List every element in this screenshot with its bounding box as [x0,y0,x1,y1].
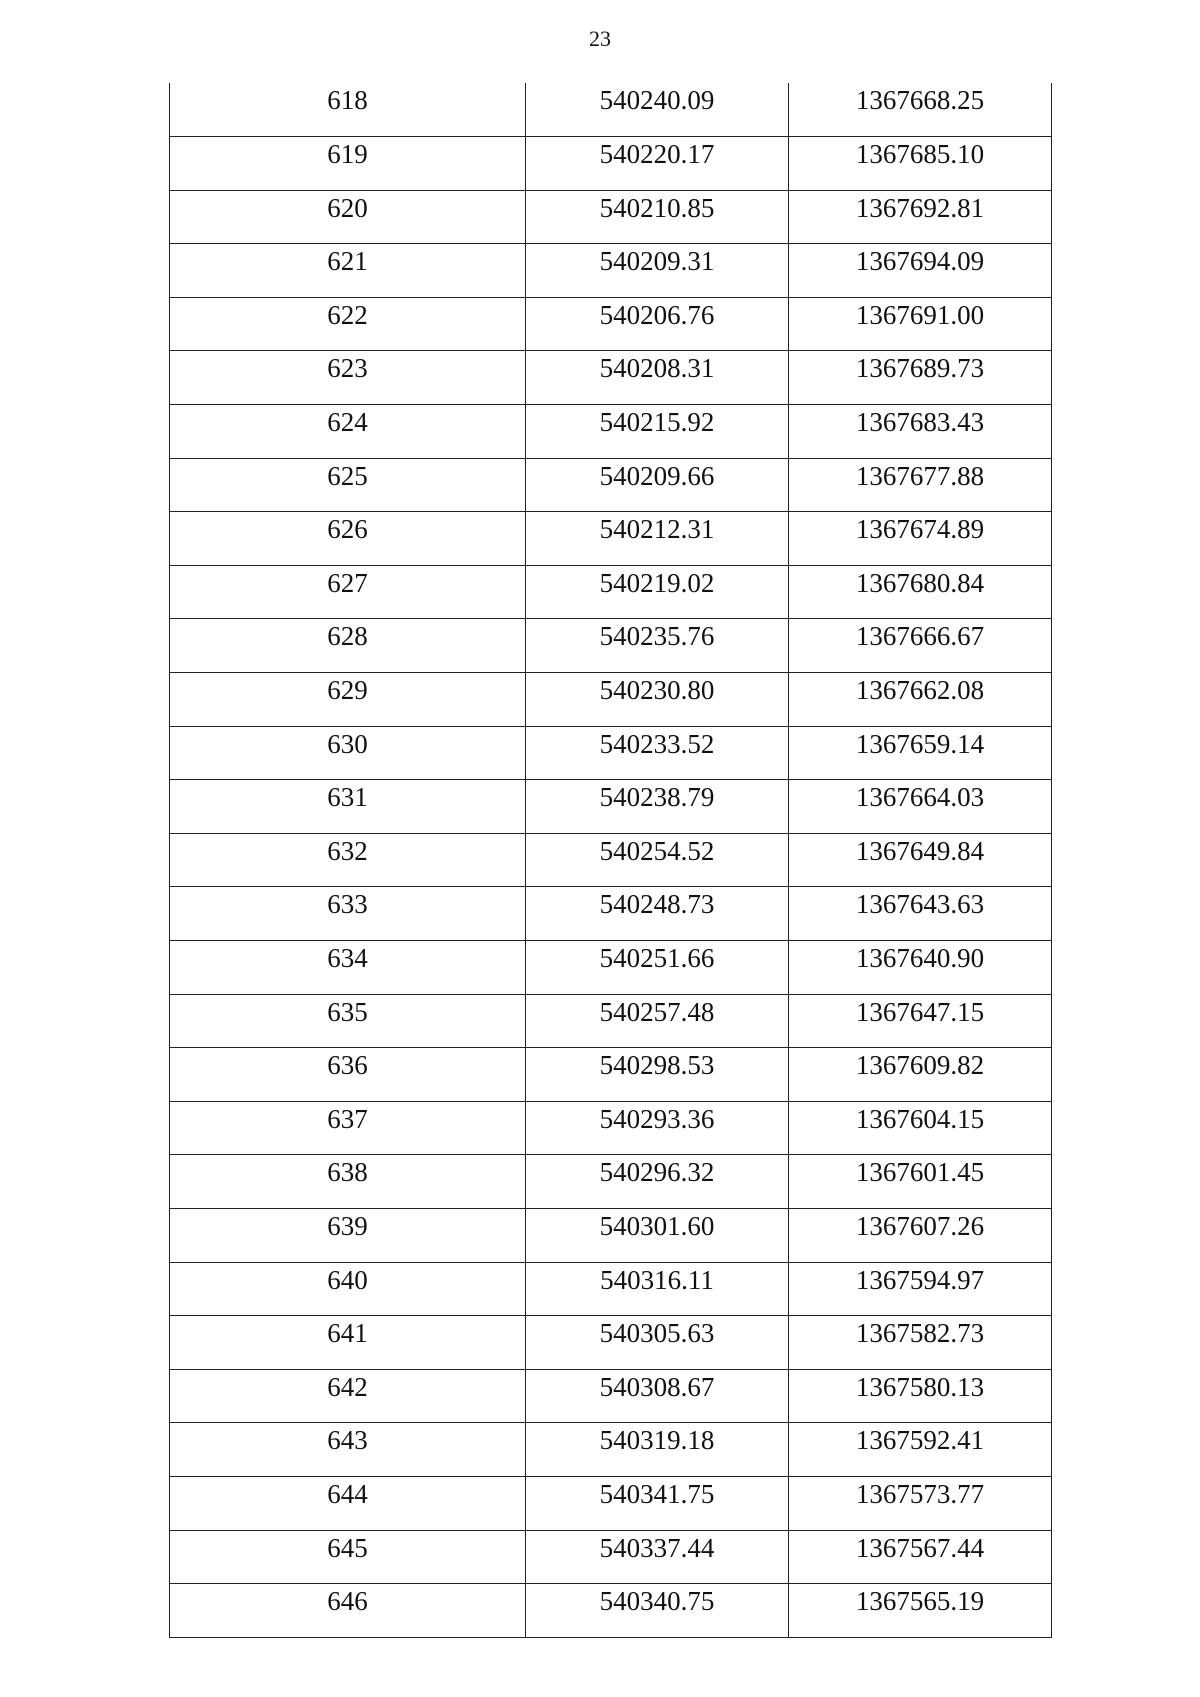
table-row [170,1530,1052,1584]
y-coordinate-cell: 1367677.88 [789,458,1052,512]
y-coordinate-cell: 1367674.89 [789,512,1052,566]
page-number: 23 [589,26,611,51]
table-row [170,458,1052,512]
y-coordinate-cell: 1367601.45 [789,1155,1052,1209]
coordinates-table [169,83,1052,1638]
y-coordinate-cell: 1367565.19 [789,1584,1052,1638]
y-coordinate-cell: 1367659.14 [789,726,1052,780]
table-row [170,1155,1052,1209]
point-number-cell: 636 [170,1048,526,1102]
x-coordinate-cell: 540219.02 [526,565,789,619]
y-coordinate-cell: 1367594.97 [789,1262,1052,1316]
x-coordinate-cell: 540233.52 [526,726,789,780]
y-coordinate-cell: 1367668.25 [789,83,1052,137]
table-row [170,512,1052,566]
y-coordinate-cell: 1367607.26 [789,1208,1052,1262]
y-coordinate-cell: 1367647.15 [789,994,1052,1048]
point-number-cell: 633 [170,887,526,941]
y-coordinate-cell: 1367689.73 [789,351,1052,405]
x-coordinate-cell: 540298.53 [526,1048,789,1102]
x-coordinate-cell: 540316.11 [526,1262,789,1316]
y-coordinate-cell: 1367685.10 [789,137,1052,191]
x-coordinate-cell: 540206.76 [526,297,789,351]
x-coordinate-cell: 540319.18 [526,1423,789,1477]
x-coordinate-cell: 540209.66 [526,458,789,512]
table-row [170,190,1052,244]
table-row [170,351,1052,405]
table-row [170,994,1052,1048]
point-number-cell: 620 [170,190,526,244]
table-row [170,1369,1052,1423]
point-number-cell: 627 [170,565,526,619]
point-number-cell: 623 [170,351,526,405]
table-row [170,780,1052,834]
y-coordinate-cell: 1367604.15 [789,1101,1052,1155]
y-coordinate-cell: 1367609.82 [789,1048,1052,1102]
table-row [170,1262,1052,1316]
x-coordinate-cell: 540248.73 [526,887,789,941]
table-row [170,619,1052,673]
y-coordinate-cell: 1367664.03 [789,780,1052,834]
y-coordinate-cell: 1367567.44 [789,1530,1052,1584]
x-coordinate-cell: 540257.48 [526,994,789,1048]
table-row [170,565,1052,619]
table-row [170,887,1052,941]
x-coordinate-cell: 540212.31 [526,512,789,566]
point-number-cell: 631 [170,780,526,834]
point-number-cell: 632 [170,833,526,887]
x-coordinate-cell: 540235.76 [526,619,789,673]
y-coordinate-cell: 1367592.41 [789,1423,1052,1477]
x-coordinate-cell: 540341.75 [526,1476,789,1530]
table-row [170,244,1052,298]
table-row [170,1423,1052,1477]
y-coordinate-cell: 1367666.67 [789,619,1052,673]
point-number-cell: 638 [170,1155,526,1209]
table-row [170,726,1052,780]
x-coordinate-cell: 540240.09 [526,83,789,137]
table-row [170,137,1052,191]
point-number-cell: 629 [170,673,526,727]
point-number-cell: 635 [170,994,526,1048]
x-coordinate-cell: 540293.36 [526,1101,789,1155]
x-coordinate-cell: 540301.60 [526,1208,789,1262]
x-coordinate-cell: 540254.52 [526,833,789,887]
point-number-cell: 634 [170,941,526,995]
point-number-cell: 646 [170,1584,526,1638]
y-coordinate-cell: 1367649.84 [789,833,1052,887]
point-number-cell: 645 [170,1530,526,1584]
y-coordinate-cell: 1367691.00 [789,297,1052,351]
table-row [170,1476,1052,1530]
point-number-cell: 640 [170,1262,526,1316]
x-coordinate-cell: 540210.85 [526,190,789,244]
y-coordinate-cell: 1367683.43 [789,405,1052,459]
point-number-cell: 625 [170,458,526,512]
x-coordinate-cell: 540215.92 [526,405,789,459]
point-number-cell: 639 [170,1208,526,1262]
y-coordinate-cell: 1367662.08 [789,673,1052,727]
table-row [170,941,1052,995]
x-coordinate-cell: 540220.17 [526,137,789,191]
y-coordinate-cell: 1367694.09 [789,244,1052,298]
y-coordinate-cell: 1367580.13 [789,1369,1052,1423]
table-row [170,673,1052,727]
table-row [170,1208,1052,1262]
point-number-cell: 621 [170,244,526,298]
table-row [170,297,1052,351]
y-coordinate-cell: 1367680.84 [789,565,1052,619]
point-number-cell: 618 [170,83,526,137]
y-coordinate-cell: 1367692.81 [789,190,1052,244]
x-coordinate-cell: 540209.31 [526,244,789,298]
point-number-cell: 622 [170,297,526,351]
x-coordinate-cell: 540238.79 [526,780,789,834]
table-row [170,83,1052,137]
point-number-cell: 643 [170,1423,526,1477]
point-number-cell: 630 [170,726,526,780]
point-number-cell: 637 [170,1101,526,1155]
x-coordinate-cell: 540251.66 [526,941,789,995]
y-coordinate-cell: 1367640.90 [789,941,1052,995]
point-number-cell: 626 [170,512,526,566]
y-coordinate-cell: 1367573.77 [789,1476,1052,1530]
x-coordinate-cell: 540208.31 [526,351,789,405]
x-coordinate-cell: 540308.67 [526,1369,789,1423]
point-number-cell: 619 [170,137,526,191]
point-number-cell: 642 [170,1369,526,1423]
point-number-cell: 641 [170,1316,526,1370]
x-coordinate-cell: 540337.44 [526,1530,789,1584]
y-coordinate-cell: 1367643.63 [789,887,1052,941]
x-coordinate-cell: 540305.63 [526,1316,789,1370]
coordinates-table-body [170,83,1052,1637]
x-coordinate-cell: 540340.75 [526,1584,789,1638]
table-row [170,1584,1052,1638]
table-row [170,1316,1052,1370]
table-row [170,1048,1052,1102]
y-coordinate-cell: 1367582.73 [789,1316,1052,1370]
table-row [170,1101,1052,1155]
x-coordinate-cell: 540296.32 [526,1155,789,1209]
table-row [170,405,1052,459]
point-number-cell: 644 [170,1476,526,1530]
x-coordinate-cell: 540230.80 [526,673,789,727]
point-number-cell: 624 [170,405,526,459]
point-number-cell: 628 [170,619,526,673]
table-row [170,833,1052,887]
